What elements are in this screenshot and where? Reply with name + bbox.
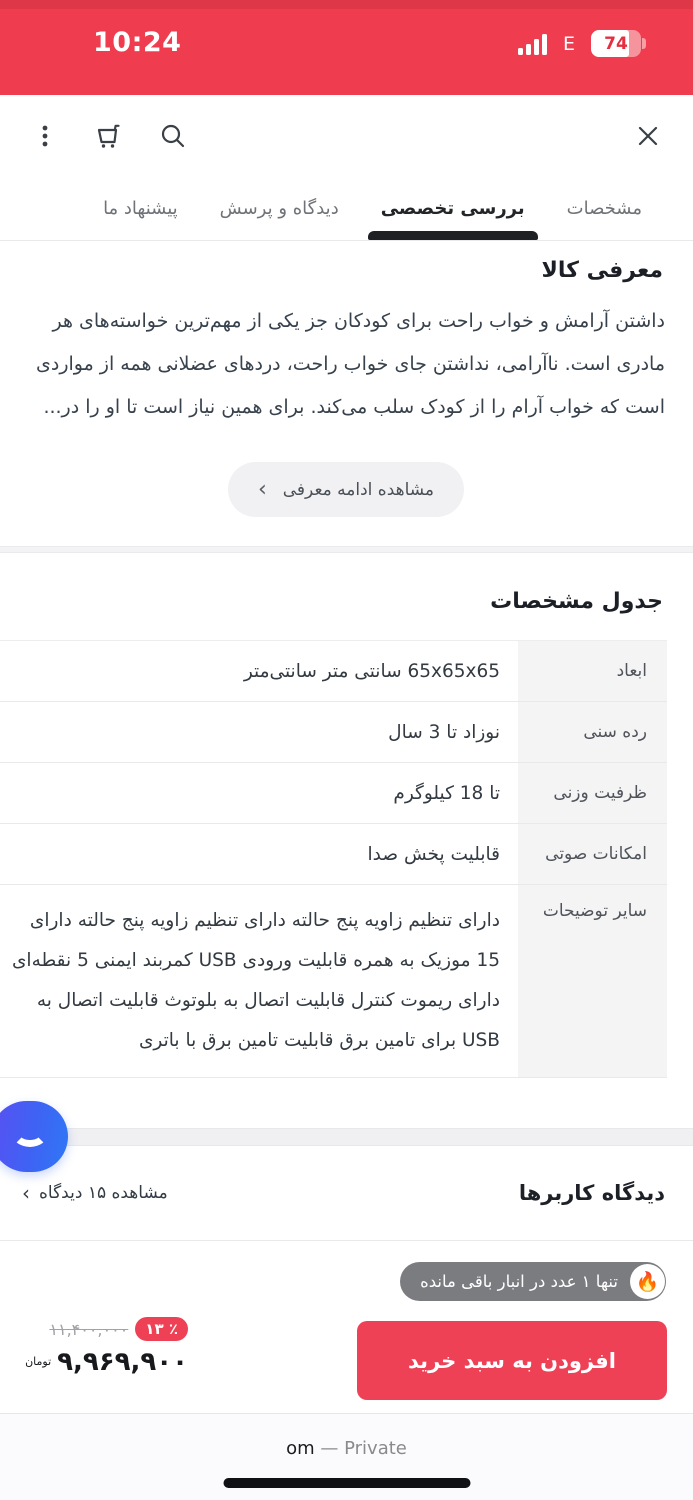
add-to-cart-button[interactable]: افزودن به سبد خرید [357,1321,667,1400]
intro-text: داشتن آرامش و خواب راحت برای کودکان جز یکی از مهم‌ترین خواسته‌های هر مادری است. ناآرامی، نداشتن جای خواب راحت، دردهای عضلانی همه از مواردی است که خواب آرام را از کودک سلب می‌کند. برای همین نیاز است تا او را در... [35,310,665,418]
purchase-bar [0,1240,693,1413]
battery-icon [591,30,641,57]
spec-label: امکانات صوتی [518,824,667,884]
tab-bar [0,176,693,241]
battery-percent: 74 [604,33,628,54]
see-more-label: مشاهده ادامه معرفی [282,479,435,500]
cart-icon[interactable] [92,119,126,153]
fire-icon: 🔥 [630,1264,665,1299]
stock-badge [400,1262,666,1301]
status-bar [0,0,693,95]
spec-value: دارای تنظیم زاویه پنج حالته دارای تنظیم زاویه پنج حالته دارای 15 موزیک به همره قابلیت ورودی USB کمربند ایمنی 5 نقطه‌ای دارای ریموت کنترل قابلیت اتصال به بلوتوث قابلیت اتصال به USB برای تامین برق قابلیت تامین برق با باتری [11,910,500,1051]
home-indicator[interactable] [223,1478,470,1488]
spec-table [0,640,667,1078]
spec-value: 65x65x65 سانتی متر سانتی‌متر [243,660,500,682]
tab-expert-review[interactable]: بررسی تخصصی [360,176,546,240]
chevron-left-icon: ‹ [257,477,267,502]
discount-badge: ۱۳ ٪ [135,1317,188,1341]
spec-label: رده سنی [518,702,667,762]
clock: 10:24 [93,27,182,58]
tab-specifications[interactable]: مشخصات [566,197,642,219]
search-icon[interactable] [156,119,190,153]
signal-strength-icon [518,33,547,55]
stock-badge-label: تنها ۱ عدد در انبار باقی مانده [420,1272,618,1291]
chat-smile-icon [12,1119,48,1147]
browser-address-bar[interactable] [0,1438,693,1459]
discount-row [18,1317,188,1341]
spec-label: سایر توضیحات [518,885,667,1077]
section-divider [0,546,693,553]
intro-title: معرفی کالا [541,258,663,283]
table-row [0,763,667,824]
spec-table-title: جدول مشخصات [490,589,663,614]
price-block [18,1317,188,1377]
table-row [0,641,667,702]
chevron-left-icon: ‹ [22,1181,30,1205]
spec-table-section [0,553,693,1128]
spec-label: ظرفیت وزنی [518,763,667,823]
see-reviews-link[interactable] [22,1181,168,1205]
section-divider [0,1128,693,1146]
kebab-menu-icon[interactable] [28,119,62,153]
old-price: ۱۱,۴۰۰,۰۰۰ [49,1319,129,1339]
see-reviews-label: مشاهده ۱۵ دیدگاه [39,1183,168,1203]
browser-bottom-bar [0,1413,693,1500]
product-intro-section [0,241,693,546]
network-type-label: E [562,32,575,55]
currency-label: تومان [25,1355,52,1368]
table-row [0,824,667,885]
table-row [0,702,667,763]
notch-shade [0,0,693,9]
spec-value: تا 18 کیلوگرم [393,782,500,804]
private-mode-label: — Private [314,1438,407,1459]
reviews-title: دیدگاه کاربرها [518,1181,665,1205]
spec-value: قابلیت پخش صدا [367,843,500,865]
support-chat-fab[interactable] [0,1101,68,1172]
spec-label: ابعاد [518,641,667,701]
battery-nub [642,38,646,49]
price-row [18,1347,188,1377]
table-row [0,885,667,1078]
tab-comments-questions[interactable]: دیدگاه و پرسش [219,197,339,219]
current-price: ۹,۹۶۹,۹۰۰ [57,1347,188,1377]
toolbar [0,95,693,176]
spec-value: نوزاد تا 3 سال [388,721,500,743]
active-tab-indicator [368,231,538,240]
see-more-intro-button[interactable] [228,462,464,517]
url-host: om [286,1438,315,1459]
close-icon[interactable] [631,119,665,153]
user-reviews-section [0,1146,693,1240]
status-icons [518,30,641,57]
tab-our-suggestion[interactable]: پیشنهاد ما [103,197,178,219]
